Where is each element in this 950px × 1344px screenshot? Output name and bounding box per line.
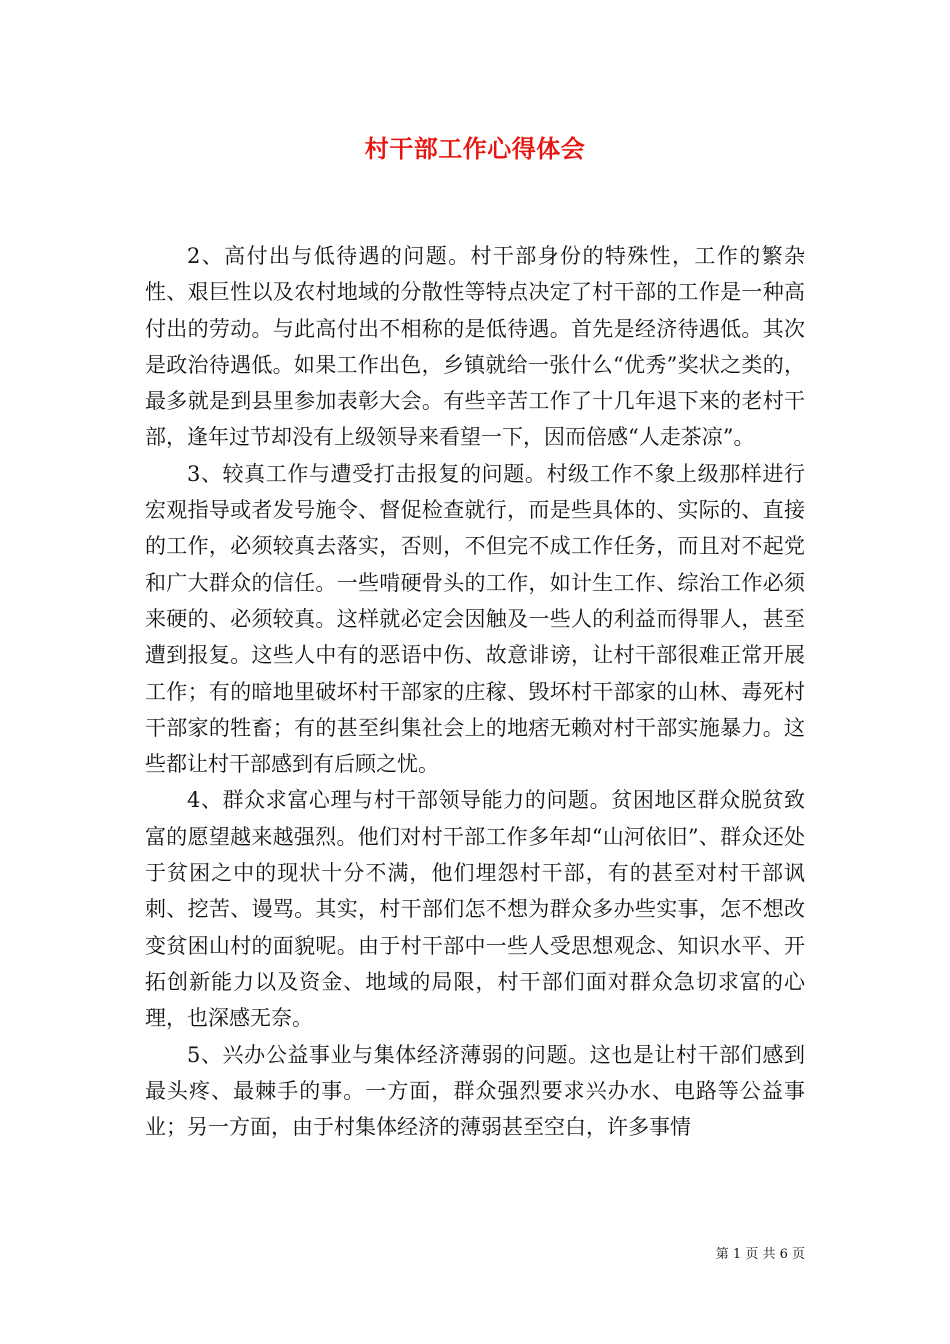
paragraph-2: 2、高付出与低待遇的问题。村干部身份的特殊性，工作的繁杂性、艰巨性以及农村地域的分散性等特点决定了村干部的工作是一种高付出的劳动。与此高付出不相称的是低待遇。首先是经济待遇低。其次是政治待遇低。如果工作出色，乡镇就给一张什么“优秀”奖状之类的，最多就是到县里参加表彰大会。有些辛苦工作了十几年退下来的老村干部，逢年过节却没有上级领导来看望一下，因而倍感“人走茶凉”。 (145, 244, 805, 450)
page-number-footer: 第 1 页 共 6 页 (715, 1247, 805, 1262)
document-title: 村干部工作心得体会 (364, 134, 586, 163)
paragraph-5: 5、兴办公益事业与集体经济薄弱的问题。这也是让村干部们感到最头疼、最棘手的事。一方面，群众强烈要求兴办水、电路等公益事业；另一方面，由于村集体经济的薄弱甚至空白，许多事情 (145, 1042, 805, 1140)
paragraph-4: 4、群众求富心理与村干部领导能力的问题。贫困地区群众脱贫致富的愿望越来越强烈。他们对村干部工作多年却“山河依旧”、群众还处于贫困之中的现状十分不满，他们埋怨村干部，有的甚至对村干部讽刺、挖苦、谩骂。其实，村干部们怎不想为群众多办些实事，怎不想改变贫困山村的面貌呢。由于村干部中一些人受思想观念、知识水平、开拓创新能力以及资金、地域的局限，村干部们面对群众急切求富的心理，也深感无奈。 (145, 788, 805, 1031)
paragraph-3: 3、较真工作与遭受打击报复的问题。村级工作不象上级那样进行宏观指导或者发号施令、督促检查就行，而是些具体的、实际的、直接的工作，必须较真去落实，否则，不但完不成工作任务，而且对不起党和广大群众的信任。一些啃硬骨头的工作，如计生工作、综治工作必须来硬的、必须较真。这样就必定会因触及一些人的利益而得罪人，甚至遭到报复。这些人中有的恶语中伤、故意诽谤，让村干部很难正常开展工作；有的暗地里破坏村干部家的庄稼、毁坏村干部家的山林、毒死村干部家的牲畜；有的甚至纠集社会上的地痞无赖对村干部实施暴力。这些都让村干部感到有后顾之忧。 (145, 461, 805, 777)
document-body (145, 238, 805, 1145)
